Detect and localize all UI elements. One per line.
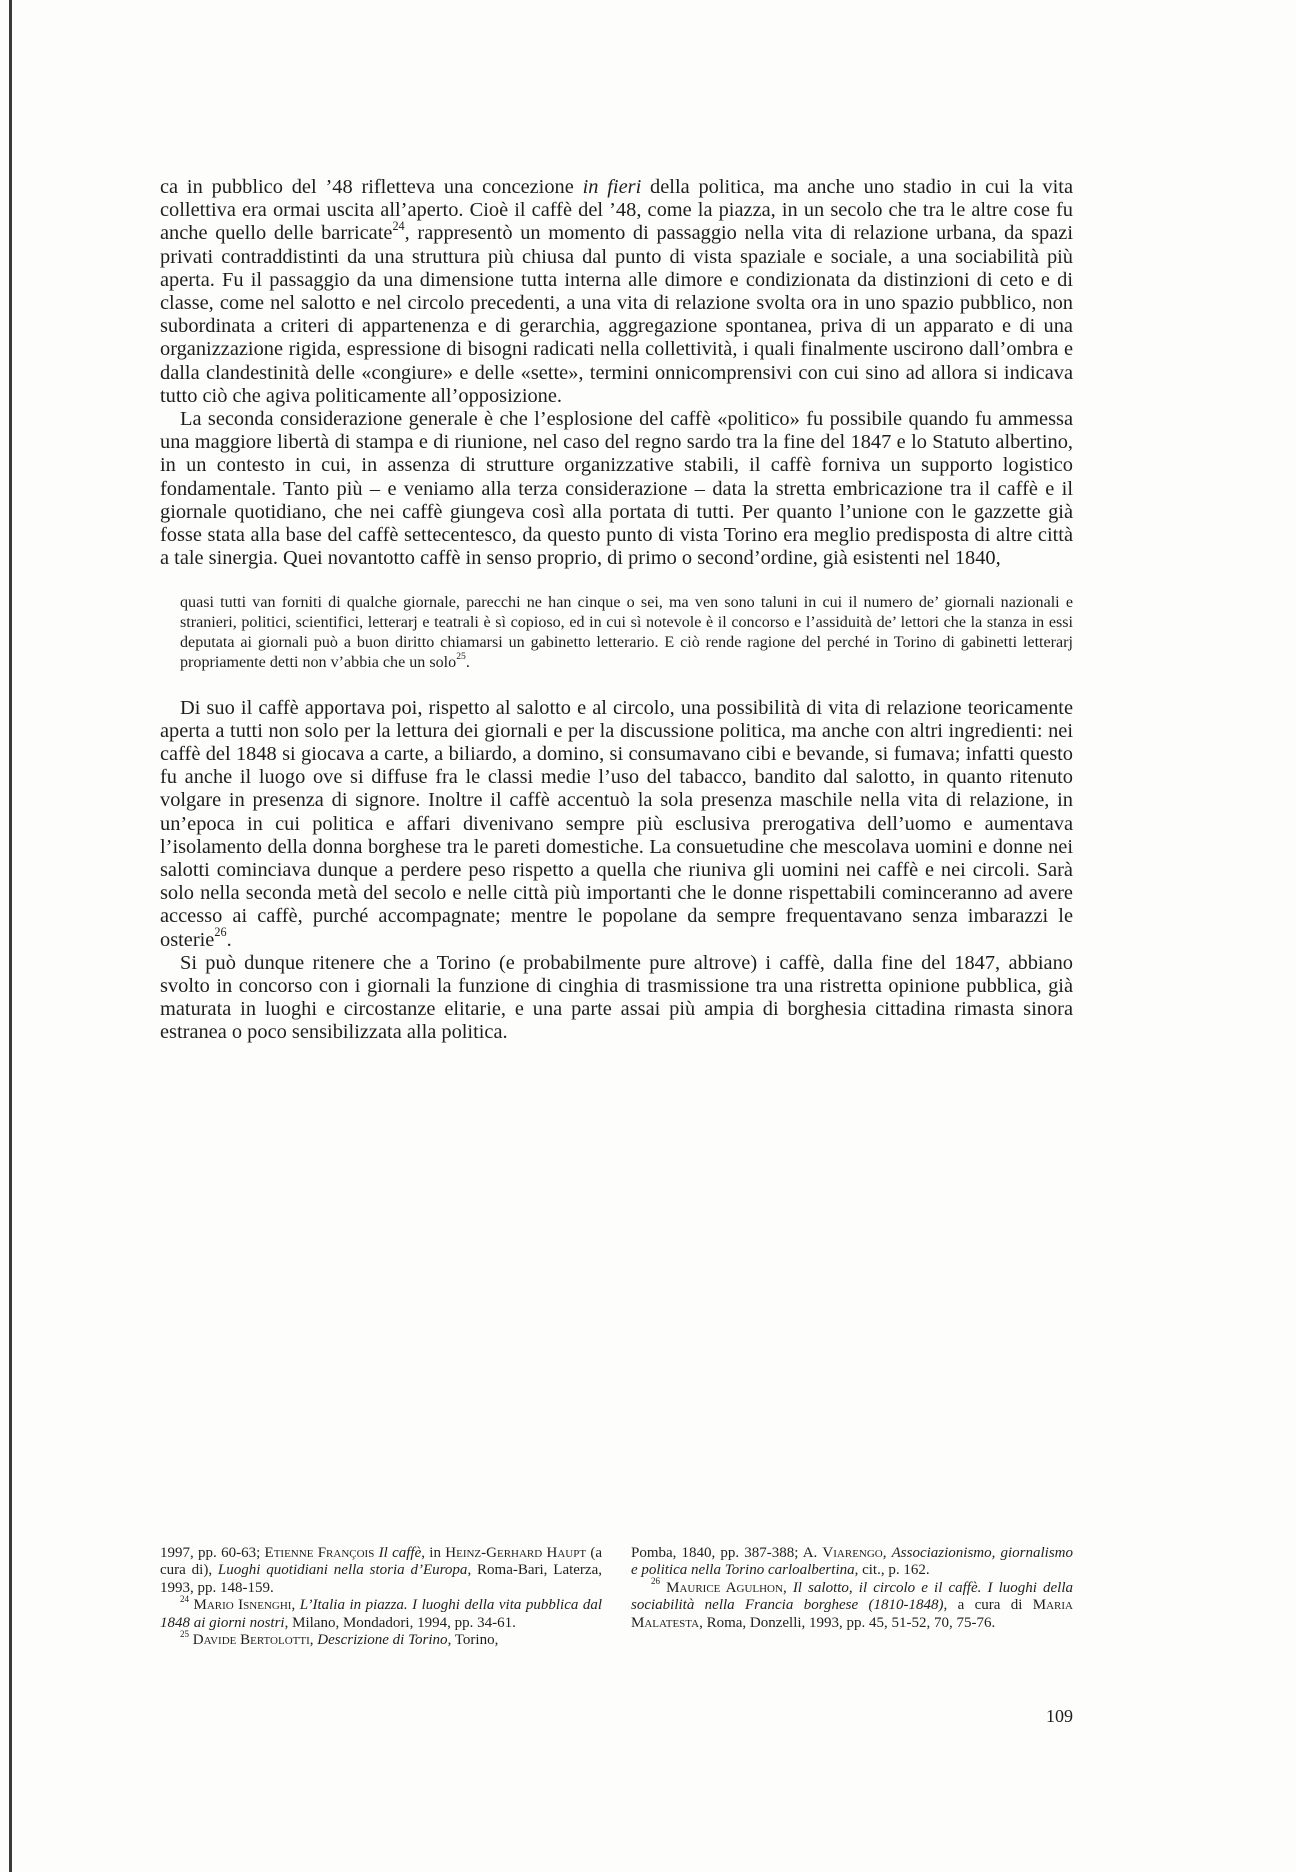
main-text: [160, 176, 1073, 1045]
footnote-26: $^{26}$ Maurice Agulhon, Il salotto, il circolo e il caffè. I luoghi della sociabilità nella Francia borghese (1810-1848), a cura di Maria Malatesta, Roma, Donzelli, 1993, pp. 45, 51-52, 70, 75-76.: [631, 1576, 1074, 1631]
paragraph: Si può dunque ritenere che a Torino (e probabilmente pure altrove) i caffè, dalla fine del 1847, abbiano svolto in concorso con i giornali la funzione di cinghia di trasmissione tra una ristretta opinione pubblica, già maturata in luoghi e circostanze elitarie, e una parte assai più ampia di borghesia cittadina rimasta sinora estranea o poco sensibilizzata alla politica.: [160, 951, 1073, 1044]
footnote-ref-25: 25: [456, 651, 466, 663]
page-binding-edge: [9, 0, 12, 1872]
footnote-25: $^{25}$ Davide Bertolotti, Descrizione di Torino, Torino,: [180, 1628, 499, 1649]
footnote-ref-26: 26: [214, 925, 227, 940]
paragraph: La seconda considerazione generale è che l’esplosione del caffè «politico» fu possibile quando fu ammessa una maggiore libertà di stampa e di riunione, nel caso del regno sardo tra la fine del 1847 e lo Statuto albertino, in un contesto in cui, in assenza di strutture organizzative stabili, il caffè forniva un supporto logistico fondamentale. Tanto più – e veniamo alla terza considerazione – data la stretta embricazione tra il caffè e il giornale quotidiano, che nei caffè giungeva così alla portata di tutti. Per quanto l’unione con le gazzette già fosse stata alla base del caffè settecentesco, da questo punto di vista Torino era meglio predisposta di altre città a tale sinergia. Quei novantotto caffè in senso proprio, di primo o second’ordine, già esistenti nel 1840,: [160, 408, 1073, 570]
footnotes-right-column: Pomba, 1840, pp. 387-388; A. Viarengo, Associazionismo, giornalismo e politica nella Torino carloalbertina, cit., p. 162. $^{26}$ Maurice Agulhon, Il salotto, il circolo e il caffè. I luoghi della sociabilità nella Francia borghese (1810-1848), a cura di Maria Malatesta, Roma, Donzelli, 1993, pp. 45, 51-52, 70, 75-76.: [631, 1545, 1074, 1631]
footnote-ref-24: 24: [392, 218, 405, 233]
footnotes-left-column: 1997, pp. 60-63; Etienne François Il caffè, in Heinz-Gerhard Haupt (a cura di), Luoghi quotidiani nella storia d’Europa, Roma-Bari, Laterza, 1993, pp. 148-159. $^{24}$ Mario Isnenghi, L’Italia in piazza. I luoghi della vita pubblica dal 1848 ai giorni nostri, Milano, Mondadori, 1994, pp. 34-61. $^{25}$ Davide Bertolotti, Descrizione di Torino, Torino,: [160, 1545, 603, 1649]
footnotes: [160, 1545, 1073, 1649]
paragraph: ca in pubblico del ’48 rifletteva una concezione in fieri della politica, ma anche uno stadio in cui la vita collettiva era ormai uscita all’aperto. Cioè il caffè del ’48, come la piazza, in un secolo che tra le altre cose fu anche quello delle barricate$^{24}$, rappresentò un momento di passaggio nella vita di relazione urbana, da spazi privati contraddistinti da una struttura più chiusa dal punto di vista spaziale e sociale, a una sociabilità più aperta. Fu il passaggio da una dimensione tutta interna alle dimore e condizionata da distinzioni di ceto e di classe, come nel salotto e nel circolo precedenti, a una vita di relazione svolta ora in uno spazio pubblico, non subordinata a criteri di appartenenza e di gerarchia, aggregazione spontanea, priva di un apparato e di una organizzazione rigida, espressione di bisogni radicati nella collettività, i quali finalmente uscirono dall’ombra e dalla clandestinità delle «congiure» e delle «sette», termini onnicomprensivi con cui sino ad allora si indicava tutto ciò che agiva politicamente all’opposizione.: [160, 176, 1073, 407]
page-number: 109: [1046, 1706, 1073, 1726]
footnote-24: $^{24}$ Mario Isnenghi, L’Italia in piazza. I luoghi della vita pubblica dal 1848 ai giorni nostri, Milano, Mondadori, 1994, pp. 34-61.: [160, 1593, 603, 1631]
paragraph: Di suo il caffè apportava poi, rispetto al salotto e al circolo, una possibilità di vita di relazione teoricamente aperta a tutti non solo per la lettura dei giornali e per la discussione politica, ma anche con altri ingredienti: nei caffè del 1848 si giocava a carte, a biliardo, a domino, si consumavano cibi e bevande, si fumava; infatti questo fu anche il luogo ove si diffuse fra le classi medie l’uso del tabacco, bandito dal salotto, in quanto ritenuto volgare in presenza di signore. Inoltre il caffè accentuò la sola presenza maschile nella vita di relazione, in un’epoca in cui politica e affari divenivano sempre più esclusiva prerogativa dell’uomo e aumentava l’isolamento della donna borghese tra le pareti domestiche. La consuetudine che mescolava uomini e donne nei salotti cominciava dunque a perdere peso rispetto a quella che riuniva gli uomini nei caffè e nei circoli. Sarà solo nella seconda metà del secolo e nelle città più importanti che le donne rispettabili cominceranno ad avere accesso ai caffè, purché accompagnate; mentre le popolane da sempre frequentavano senza imbarazzi le osterie$^{26}$.: [160, 696, 1073, 951]
block-quote: quasi tutti van forniti di qualche giornale, parecchi ne han cinque o sei, ma ven sono taluni in cui il numero de’ giornali nazionali e stranieri, politici, scientifici, letterarj e teatrali è sì copioso, ed in cui sì notevole è il concorso e l’assiduità de’ lettori che la stanza in essi deputata ai giornali può a buon diritto chiamarsi un gabinetto letterario. E ciò rende ragione del perché in Torino di gabinetti letterarj propriamente detti non v’abbia che un solo$^{25}$.: [180, 594, 1073, 671]
